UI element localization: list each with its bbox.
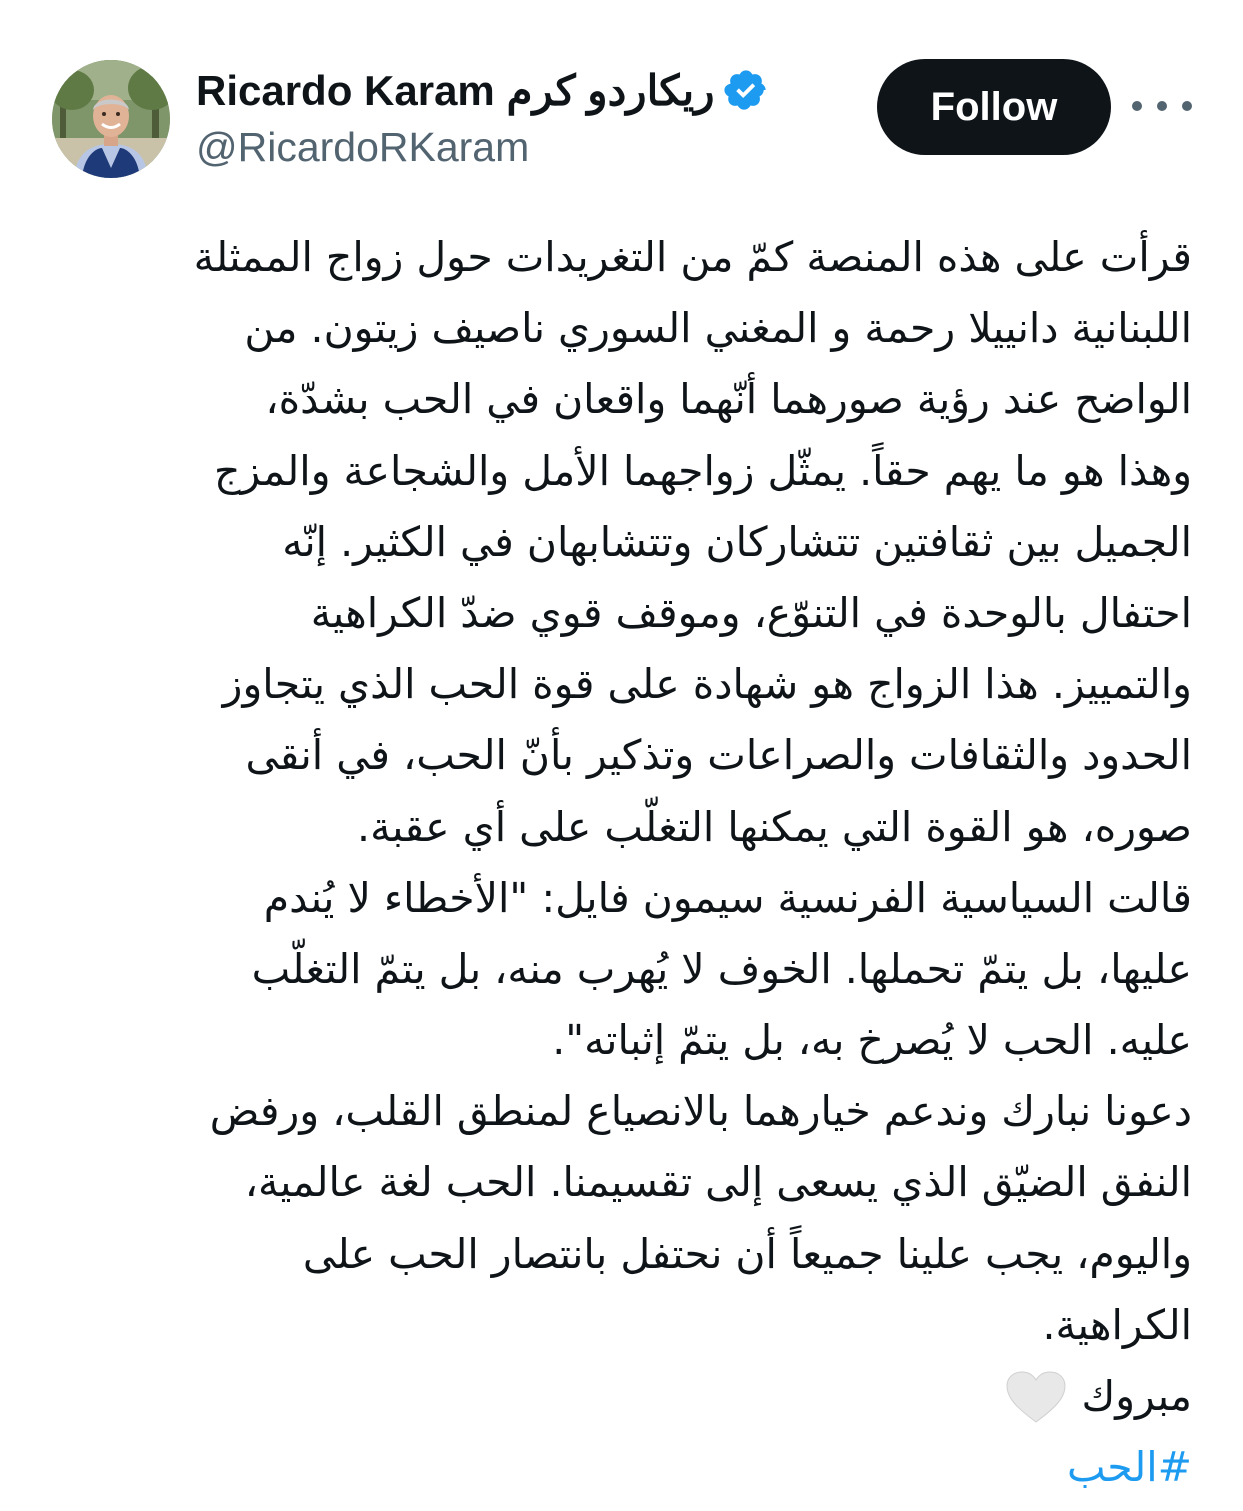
author-block bbox=[196, 62, 769, 182]
tweet-line: الكراهية. bbox=[1042, 1300, 1192, 1349]
closing-line bbox=[50, 1361, 1192, 1432]
tweet-line: عليها، بل يتمّ تحملها. الخوف لا يُهرب منه، بل يتمّ التغلّب bbox=[251, 944, 1192, 993]
tweet-line: اللبنانية دانييلا رحمة و المغني السوري ناصيف زيتون. من bbox=[244, 304, 1192, 353]
tweet-line: والتمييز. هذا الزواج هو شهادة على قوة الحب الذي يتجاوز bbox=[222, 660, 1192, 709]
tweet-line: قالت السياسية الفرنسية سيمون فايل: "الأخطاء لا يُندم bbox=[263, 873, 1192, 922]
white-heart-icon bbox=[1005, 1370, 1067, 1424]
tweet-line: واليوم، يجب علينا جميعاً أن نحتفل بانتصار الحب على bbox=[302, 1229, 1192, 1278]
tweet-line: قرأت على هذه المنصة كمّ من التغريدات حول زواج الممثلة bbox=[193, 233, 1192, 281]
closing-text: مبروك bbox=[1081, 1372, 1192, 1420]
more-dot bbox=[1182, 101, 1192, 111]
more-options-icon[interactable] bbox=[1132, 86, 1192, 126]
tweet-line: النفق الضيّق الذي يسعى إلى تقسيمنا. الحب لغة عالمية، bbox=[244, 1158, 1192, 1207]
tweet-line: دعونا نبارك وندعم خيارهما بالانصياع لمنطق القلب، ورفض bbox=[209, 1087, 1192, 1136]
more-dot bbox=[1132, 101, 1142, 111]
author-handle[interactable]: @RicardoRKaram bbox=[196, 124, 530, 170]
hashtag-link[interactable]: #الحب bbox=[1067, 1443, 1192, 1492]
verified-badge-icon[interactable] bbox=[723, 67, 769, 113]
tweet-line: الواضح عند رؤية صورهما أنّهما واقعان في الحب بشدّة، bbox=[265, 375, 1192, 424]
tweet-line: عليه. الحب لا يُصرخ به، بل يتمّ إثباته". bbox=[552, 1016, 1192, 1065]
more-dot bbox=[1157, 101, 1167, 111]
tweet-line: احتفال بالوحدة في التنوّع، وموقف قوي ضدّ الكراهية bbox=[310, 588, 1192, 637]
tweet-line: الجميل بين ثقافتين تتشاركان وتتشابهان في الكثير. إنّه bbox=[282, 517, 1192, 566]
author-display-name[interactable]: Ricardo Karam ريكاردو كرم bbox=[196, 66, 715, 114]
avatar-image bbox=[52, 60, 170, 178]
tweet-line: صوره، هو القوة التي يمكنها التغلّب على أي عقبة. bbox=[357, 802, 1192, 851]
avatar[interactable] bbox=[52, 60, 170, 178]
follow-button[interactable]: Follow bbox=[877, 59, 1111, 155]
name-row bbox=[196, 62, 769, 118]
tweet-text bbox=[50, 222, 1192, 1503]
tweet-line: وهذا هو ما يهم حقاً. يمثّل زواجهما الأمل والشجاعة والمزج bbox=[214, 446, 1192, 495]
tweet-line: الحدود والثقافات والصراعات وتذكير بأنّ الحب، في أنقى bbox=[245, 731, 1192, 780]
